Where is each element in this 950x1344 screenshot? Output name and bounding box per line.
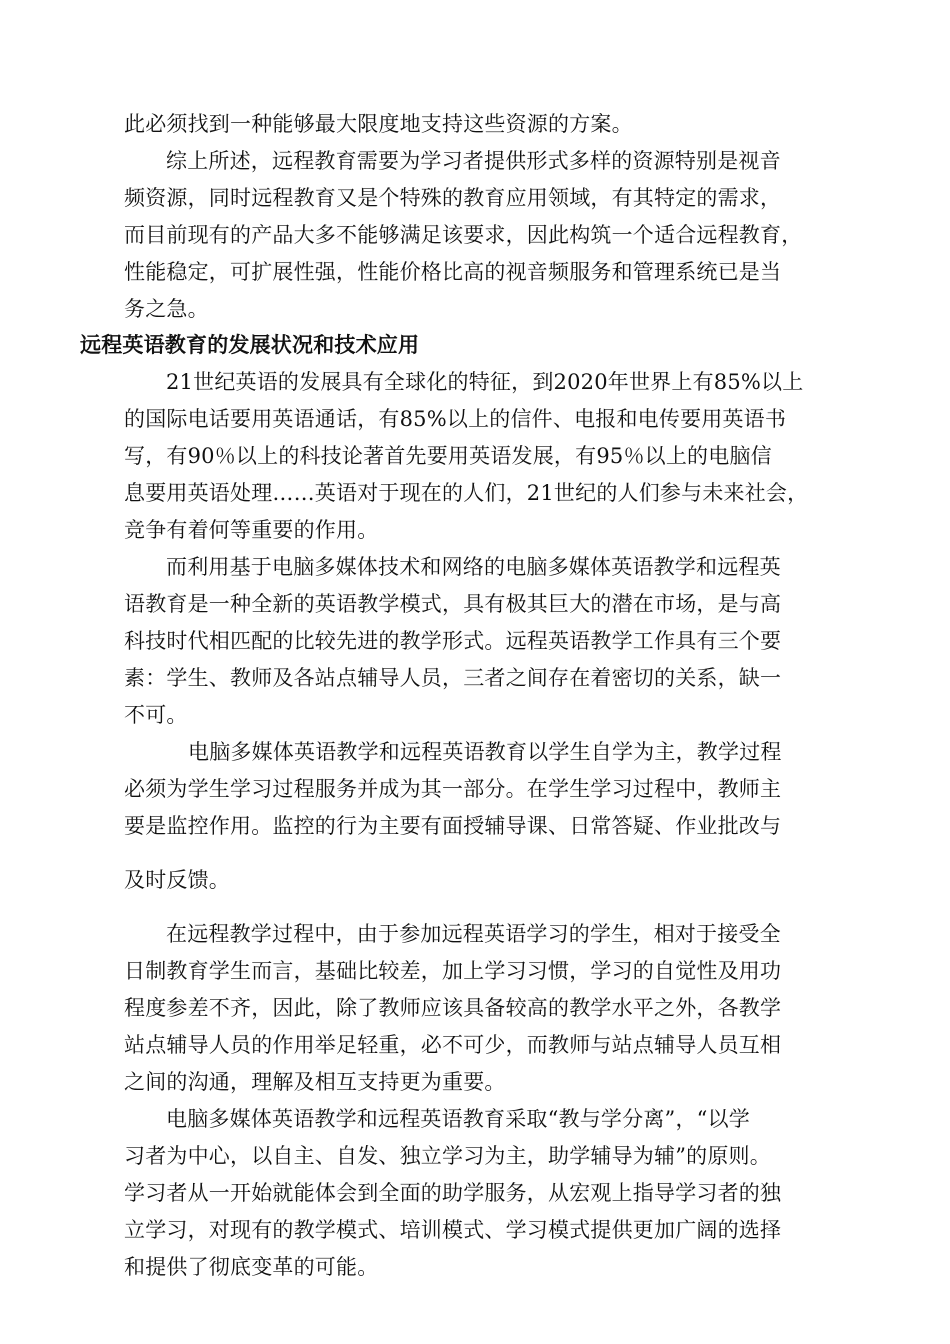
text-line: 电脑多媒体英语教学和远程英语教育以学生自学为主，教学过程: [188, 740, 782, 764]
text-line: 习者为中心，以自主、自发、独立学习为主，助学辅导为辅”的原则。: [124, 1144, 771, 1168]
text-line: 的国际电话要用英语通话，有85%以上的信件、电报和电传要用英语书: [124, 407, 787, 431]
text-line: 息要用英语处理……英语对于现在的人们，21世纪的人们参与未来社会，: [124, 481, 809, 505]
text-line: 语教育是一种全新的英语教学模式，具有极其巨大的潜在市场，是与高: [124, 592, 782, 616]
text-line: 综上所述，远程教育需要为学习者提供形式多样的资源特别是视音: [166, 149, 781, 173]
text-line: 必须为学生学习过程服务并成为其一部分。在学生学习过程中，教师主: [124, 777, 782, 801]
text-line: 站点辅导人员的作用举足轻重，必不可少，而教师与站点辅导人员互相: [124, 1033, 782, 1057]
text-line: 科技时代相匹配的比较先进的教学形式。远程英语教学工作具有三个要: [124, 629, 782, 653]
text-line: 及时反馈。: [124, 868, 230, 892]
text-line: 之间的沟通，理解及相互支持更为重要。: [124, 1070, 506, 1094]
text-line: 素：学生、教师及各站点辅导人员，三者之间存在着密切的关系，缺一: [124, 666, 782, 690]
text-line: 立学习，对现有的教学模式、培训模式、学习模式提供更加广阔的选择: [124, 1218, 782, 1242]
text-line: 而目前现有的产品大多不能够满足该要求，因此构筑一个适合远程教育，: [124, 223, 803, 247]
text-line: 而利用基于电脑多媒体技术和网络的电脑多媒体英语教学和远程英: [166, 555, 781, 579]
text-line: 此必须找到一种能够最大限度地支持这些资源的方案。: [124, 112, 633, 136]
section-heading: 远程英语教育的发展状况和技术应用: [80, 333, 420, 357]
text-line: 日制教育学生而言，基础比较差，加上学习习惯，学习的自觉性及用功: [124, 959, 782, 983]
text-line: 在远程教学过程中，由于参加远程英语学习的学生，相对于接受全: [166, 922, 781, 946]
text-line: 写，有90％以上的科技论著首先要用英语发展，有95％以上的电脑信: [124, 444, 772, 468]
text-line: 性能稳定，可扩展性强，性能价格比高的视音频服务和管理系统已是当: [124, 260, 782, 284]
text-line: 不可。: [124, 703, 188, 727]
text-line: 电脑多媒体英语教学和远程英语教育采取“教与学分离”，“以学: [166, 1107, 751, 1131]
text-line: 程度参差不齐，因此，除了教师应该具备较高的教学水平之外，各教学: [124, 996, 782, 1020]
text-line: 竞争有着何等重要的作用。: [124, 518, 379, 542]
text-line: 务之急。: [124, 297, 209, 321]
text-line: 要是监控作用。监控的行为主要有面授辅导课、日常答疑、作业批改与: [124, 814, 782, 838]
text-line: 频资源，同时远程教育又是个特殊的教育应用领域，有其特定的需求，: [124, 186, 782, 210]
text-line: 21世纪英语的发展具有全球化的特征，到2020年世界上有85%以上: [166, 370, 804, 394]
text-line: 和提供了彻底变革的可能。: [124, 1255, 379, 1279]
text-line: 学习者从一开始就能体会到全面的助学服务，从宏观上指导学习者的独: [124, 1181, 782, 1205]
